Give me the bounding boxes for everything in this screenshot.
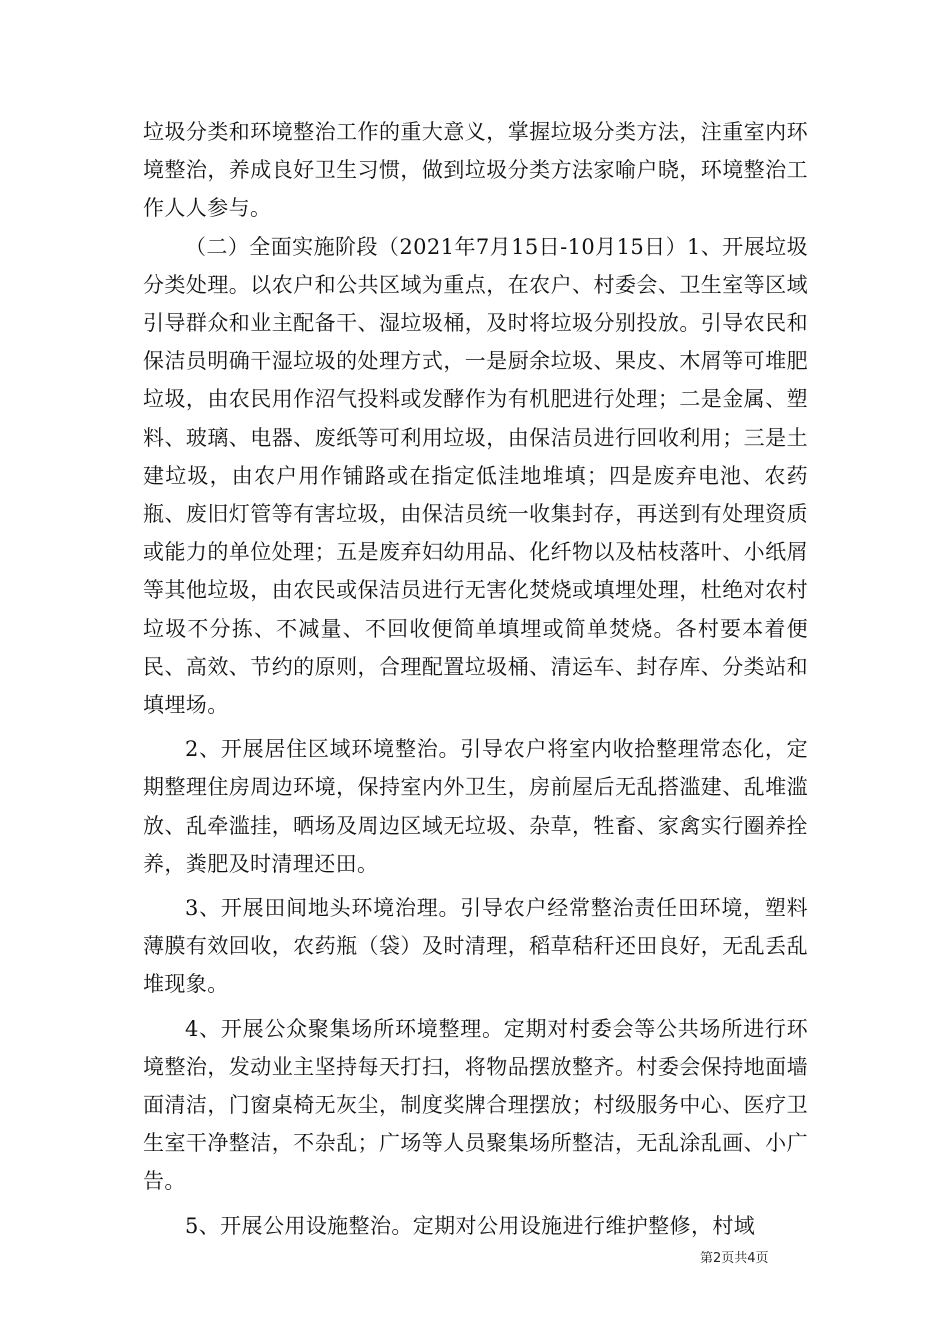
page-number-footer: 第2页共4页 [700, 1251, 769, 1266]
paragraph-public-facilities: 5、开展公用设施整治。定期对公用设施进行维护整修，村域 [185, 1213, 756, 1238]
paragraph-residential-area: 2、开展居住区域环境整治。引导农户将室内收拾整理常态化，定期整理住房周边环境，保持室内外卫生，房前屋后无乱搭滥建、乱堆滥放、乱牵滥挂，晒场及周边区域无垃圾、杂草，牲畜、家禽实行圈养拴养，粪肥及时清理还田。 [143, 737, 808, 876]
document-body [143, 113, 808, 1245]
paragraph-field-environment: 3、开展田间地头环境治理。引导农户经常整治责任田环境，塑料薄膜有效回收，农药瓶（袋）及时清理，稻草秸秆还田良好，无乱丢乱堆现象。 [143, 896, 808, 997]
paragraph-continuation: 垃圾分类和环境整治工作的重大意义，掌握垃圾分类方法，注重室内环境整治，养成良好卫生习惯，做到垃圾分类方法家喻户晓，环境整治工作人人参与。 [143, 120, 808, 221]
paragraph-implementation-stage: （二）全面实施阶段（2021年7月15日-10月15日）1、开展垃圾分类处理。以农户和公共区域为重点，在农户、村委会、卫生室等区域引导群众和业主配备干、湿垃圾桶，及时将垃圾分别投放。引导农民和保洁员明确干湿垃圾的处理方式，一是厨余垃圾、果皮、木屑等可堆肥垃圾，由农民用作沼气投料或发酵作为有机肥进行处理；二是金属、塑料、玻璃、电器、废纸等可利用垃圾，由保洁员进行回收利用；三是土建垃圾，由农户用作铺路或在指定低洼地堆填；四是废弃电池、农药瓶、废旧灯管等有害垃圾，由保洁员统一收集封存，再送到有处理资质或能力的单位处理；五是废弃妇幼用品、化纤物以及枯枝落叶、小纸屑等其他垃圾，由农民或保洁员进行无害化焚烧或填埋处理，杜绝对农村垃圾不分拣、不减量、不回收便简单填埋或简单焚烧。各村要本着便民、高效、节约的原则，合理配置垃圾桶、清运车、封存库、分类站和填埋场。 [143, 234, 808, 718]
paragraph-public-places: 4、开展公众聚集场所环境整理。定期对村委会等公共场所进行环境整治，发动业主坚持每天打扫，将物品摆放整齐。村委会保持地面墙面清洁，门窗桌椅无灰尘，制度奖牌合理摆放；村级服务中心、医疗卫生室干净整洁，不杂乱；广场等人员聚集场所整洁，无乱涂乱画、小广告。 [143, 1016, 808, 1194]
